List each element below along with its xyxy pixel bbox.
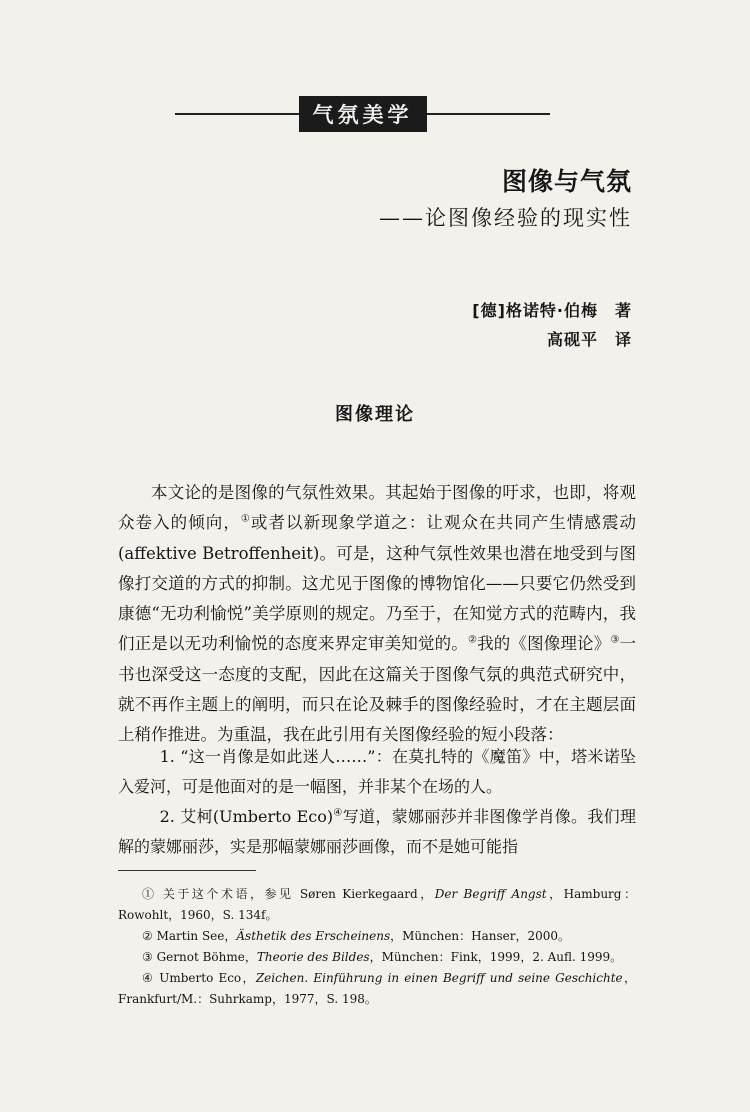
paragraph-text: 一书也深受这一态度的支配，因此在这篇关于图像气氛的典范式研究中，就不再作主题上的阐明，而只在论及棘手的图像经验时，才在主题层面上稍作推进。为重温，我在此引用有关图像经验的短小段落： xyxy=(118,634,637,745)
article-subtitle: ——论图像经验的现实性 xyxy=(379,206,632,230)
footnotes xyxy=(118,884,636,1010)
section-label: 气氛美学 xyxy=(299,96,427,132)
book-title: Theorie des Bildes xyxy=(256,950,370,964)
footnote-text: ，München：Fink，1999，2. Aufl. 1999。 xyxy=(369,950,623,964)
footnote-divider xyxy=(118,870,256,871)
footnote xyxy=(118,884,636,926)
footnote-text: ，Hamburg：Rowohlt，1960，S. 134f。 xyxy=(118,887,636,922)
footnote-text: ，Frankfurt/M.：Suhrkamp，1977，S. 198。 xyxy=(118,971,636,1006)
body-paragraph xyxy=(118,478,636,751)
book-title: Ästhetik des Erscheinens xyxy=(236,929,391,943)
translator-line: 高砚平 译 xyxy=(546,330,632,349)
footnote-ref: ① xyxy=(240,513,251,525)
book-title: Der Begriff Angst xyxy=(434,887,547,901)
footnote-text: ④ Umberto Eco， xyxy=(142,971,256,985)
footnote-ref: ④ xyxy=(333,807,343,819)
item-text: 写道，蒙娜丽莎并非图像学肖像。我们理解的蒙娜丽莎，实是那幅蒙娜丽莎画像，而不是她可能指 xyxy=(118,807,636,856)
paragraph-text: 或者以新现象学道之：让观众在共同产生情感震动(affektive Betroffenheit)。可是，这种气氛性效果也潜在地受到与图像打交道的方式的抑制。这尤见于图像的博物馆化——只要它仍然受到康德“无功利愉悦”美学原则的规定。乃至于，在知觉方式的范畴内，我们正是以无功利愉悦的态度来界定审美知觉的。 xyxy=(118,513,637,654)
footnote-ref: ③ xyxy=(610,634,620,646)
section-heading: 图像理论 xyxy=(335,404,415,425)
paragraph-text: 我的《图像理论》 xyxy=(477,634,611,654)
section-header xyxy=(175,96,550,132)
paragraph-text: 本文论的是图像的气氛性效果。其起始于图像的吁求，也即，将观众卷入的倾向， xyxy=(118,483,636,533)
list-item xyxy=(118,802,636,862)
list-item: 1. “这一肖像是如此迷人……”：在莫扎特的《魔笛》中，塔米诺坠入爱河，可是他面对的是一幅图，并非某个在场的人。 xyxy=(118,747,636,796)
article-title: 图像与气氛 xyxy=(501,167,632,196)
footnote-ref: ② xyxy=(467,634,478,646)
book-title: Zeichen. Einführung in einen Begriff und seine Geschichte xyxy=(255,971,623,985)
footnote-text: ，München：Hanser，2000。 xyxy=(390,929,571,943)
footnote-text: ① 关于这个术语，参见 Søren Kierkegaard， xyxy=(142,887,435,901)
footnote xyxy=(118,947,636,968)
footnote xyxy=(118,968,636,1010)
author-line: [德]格诺特·伯梅 著 xyxy=(472,301,632,320)
quoted-items xyxy=(118,742,636,862)
footnote xyxy=(118,926,636,947)
footnote-text: ② Martin See， xyxy=(142,929,237,943)
footnote-text: ③ Gernot Böhme， xyxy=(142,950,257,964)
item-text: 2. 艾柯(Umberto Eco) xyxy=(159,807,334,826)
